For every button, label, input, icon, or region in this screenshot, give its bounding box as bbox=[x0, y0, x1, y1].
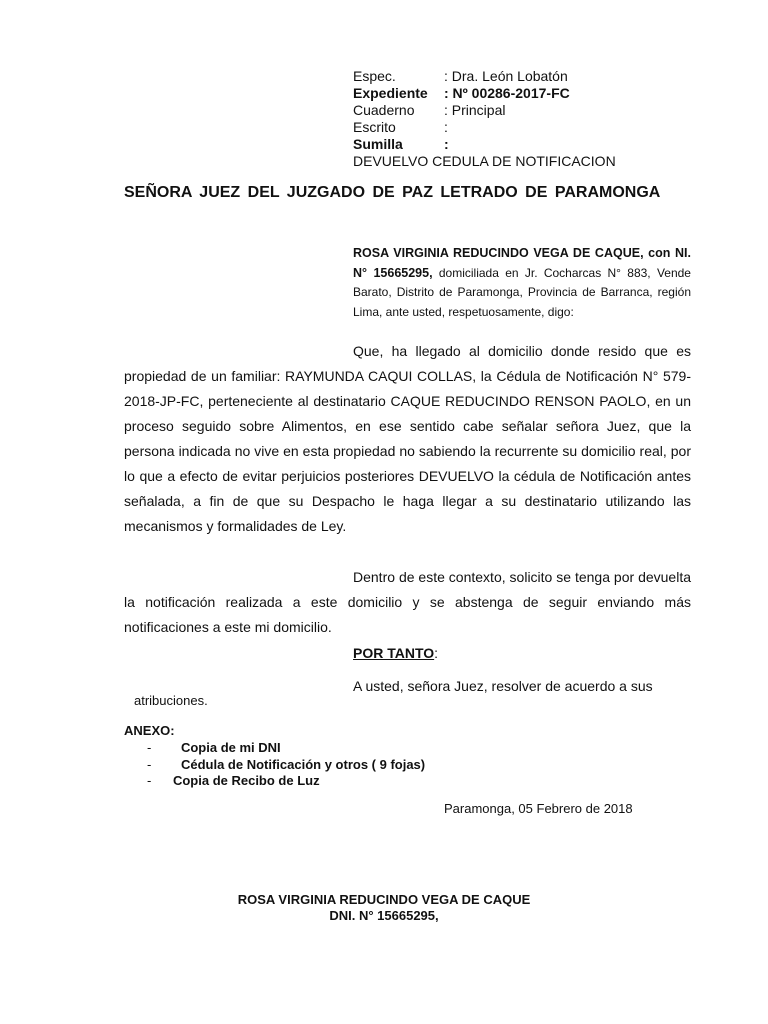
petitioner-name: ROSA VIRGINIA REDUCINDO VEGA DE CAQUE, con NI. N° 15665295, bbox=[353, 246, 691, 280]
header-key: Escrito bbox=[353, 119, 396, 135]
closing-line-1: A usted, señora Juez, resolver de acuerdo a sus bbox=[353, 678, 653, 694]
header-row-sumilla bbox=[353, 136, 616, 153]
por-tanto-colon: : bbox=[434, 645, 439, 661]
anexo-title: ANEXO: bbox=[124, 723, 175, 738]
petitioner-details: domiciliada en Jr. Cocharcas N° 883, Vende Barato, Distrito de Paramonga, Provincia de Barranca, región Lima, ante usted, respetuosamente, digo: bbox=[353, 265, 691, 319]
anexo-item-text: Copia de mi DNI bbox=[180, 740, 281, 755]
paragraph-1-text: Que, ha llegado al domicilio donde resido que es propiedad de un familiar: RAYMUNDA CAQUI COLLAS, la Cédula de Notificación N° 579-2018-JP-FC, perteneciente al destinatario CAQUE REDUCINDO RENSON PAOLO, en un proceso seguido sobre Alimentos, en ese sentido cabe señalar señora Juez, que la persona indicada no vive en esta propiedad no sabiendo la recurrente su domicilio real, por lo que a efecto de evitar perjuicios posteriores DEVUELVO la cédula de Notificación antes señalada, a fin de que su Despacho le haga llegar a su destinatario utilizando las mecanismos y formalidades de Ley. bbox=[124, 343, 691, 534]
body-paragraph-1 bbox=[124, 339, 691, 539]
header-row-expediente bbox=[353, 85, 616, 102]
signature-block bbox=[0, 892, 768, 924]
signature-dni: DNI. N° 15665295, bbox=[329, 908, 439, 923]
anexo-dash: - bbox=[147, 773, 152, 788]
header-value: : Nº 00286-2017-FC bbox=[444, 85, 570, 101]
por-tanto-label: POR TANTO bbox=[353, 645, 435, 661]
anexo-item bbox=[147, 772, 320, 789]
header-value: : bbox=[444, 119, 448, 135]
addressee-heading: SEÑORA JUEZ DEL JUZGADO DE PAZ LETRADO DE PARAMONGA bbox=[124, 184, 661, 201]
paragraph-2-text: Dentro de este contexto, solicito se tenga por devuelta la notificación realizada a este domicilio y se abstenga de seguir enviando más notificaciones a este mi domicilio. bbox=[124, 569, 691, 635]
signature-name: ROSA VIRGINIA REDUCINDO VEGA DE CAQUE bbox=[237, 892, 531, 907]
header-key: Cuaderno bbox=[353, 102, 415, 118]
anexo-dash: - bbox=[147, 757, 152, 772]
anexo-dash: - bbox=[147, 740, 152, 755]
header-value: : bbox=[444, 136, 449, 152]
anexo-item bbox=[147, 739, 281, 756]
header-key: Sumilla bbox=[353, 136, 403, 152]
header-value: : Principal bbox=[444, 102, 506, 118]
document-header bbox=[353, 68, 616, 170]
place-date: Paramonga, 05 Febrero de 2018 bbox=[444, 801, 633, 816]
body-paragraph-2 bbox=[124, 565, 691, 640]
closing-line-2: atribuciones. bbox=[134, 693, 208, 708]
anexo-item bbox=[147, 756, 425, 773]
header-row-escrito bbox=[353, 119, 616, 136]
petitioner-block bbox=[353, 244, 691, 322]
header-value: : Dra. León Lobatón bbox=[444, 68, 568, 84]
header-summary: DEVUELVO CEDULA DE NOTIFICACION bbox=[353, 153, 616, 169]
header-row-cuaderno bbox=[353, 102, 616, 119]
header-key: Espec. bbox=[353, 68, 396, 84]
por-tanto bbox=[353, 643, 438, 663]
header-key: Expediente bbox=[353, 85, 428, 101]
anexo-item-text: Cédula de Notificación y otros ( 9 fojas) bbox=[180, 757, 426, 772]
header-row-espec bbox=[353, 68, 616, 85]
anexo-item-text: Copia de Recibo de Luz bbox=[172, 773, 320, 788]
